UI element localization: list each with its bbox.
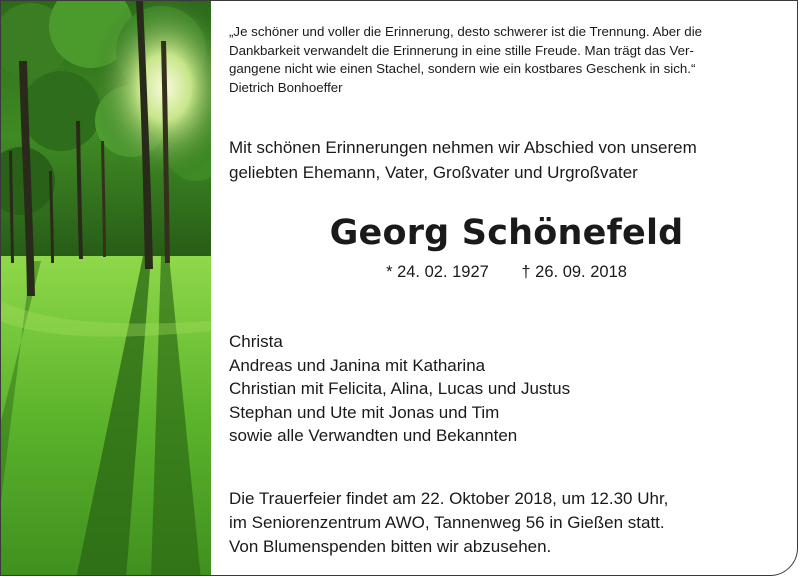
intro-line: geliebten Ehemann, Vater, Großvater und Urgroßvater xyxy=(229,163,638,182)
deceased-name: Georg Schönefeld xyxy=(329,213,684,253)
park-trees-photo xyxy=(1,1,211,576)
mourner-line: sowie alle Verwandten und Bekannten xyxy=(229,426,518,445)
bonhoeffer-quote xyxy=(229,23,784,97)
life-dates xyxy=(229,263,784,282)
funeral-line: im Seniorenzentrum AWO, Tannenweg 56 in Gießen statt. xyxy=(229,513,665,532)
intro-line: Mit schönen Erinnerungen nehmen wir Abschied von unserem xyxy=(229,138,697,157)
mourner-line: Andreas und Janina mit Katharina xyxy=(229,355,486,375)
mourner-line: Christian mit Felicita, Alina, Lucas und Justus xyxy=(229,379,571,398)
funeral-notice xyxy=(229,487,789,559)
quote-line: gangene nicht wie einen Stachel, sondern wie ein kostbares Geschenk in sich.“ xyxy=(229,61,696,76)
quote-line: „Je schöner und voller die Erinnerung, desto schwerer ist die Trennung. Aber die xyxy=(229,24,703,39)
funeral-line: Die Trauerfeier findet am 22. Oktober 2018, um 12.30 Uhr, xyxy=(229,489,669,508)
mourners-list xyxy=(229,330,789,448)
mourner-line: Stephan und Ute mit Jonas und Tim xyxy=(229,402,500,422)
quote-line: Dankbarkeit verwandelt die Erinnerung in eine stille Freude. Man trägt das Ver- xyxy=(229,42,694,58)
death-date: † 26. 09. 2018 xyxy=(521,263,627,281)
birth-date: * 24. 02. 1927 xyxy=(386,263,489,281)
funeral-line: Von Blumenspenden bitten wir abzusehen. xyxy=(229,537,552,556)
farewell-intro xyxy=(229,135,789,185)
mourner-line: Christa xyxy=(229,332,283,351)
quote-author: Dietrich Bonhoeffer xyxy=(229,79,343,95)
